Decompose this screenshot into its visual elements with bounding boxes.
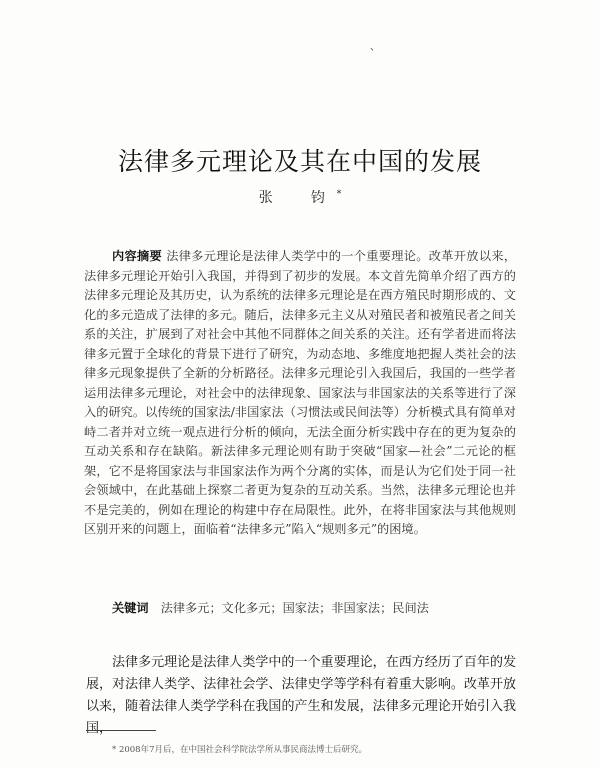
header-mark: 、 — [370, 42, 380, 53]
footnote: * 2008年7月后，在中国社会科学院法学所从事民商法博士后研究。 — [112, 745, 367, 755]
keywords-text: 法律多元；文化多元；国家法；非国家法；民间法 — [160, 601, 429, 615]
footnote-divider — [86, 730, 156, 731]
author-name: 张 钧 — [258, 190, 337, 206]
body-paragraph: 法律多元理论是法律人类学中的一个重要理论，在西方经历了百年的发展，对法律人类学、法律社会学、法律史学等学科有着重大影响。改革开放以来，随着法律人类学学科在我国的产生和发展，法律多元理论开始引入我国， — [86, 655, 516, 736]
article-author — [0, 187, 600, 207]
author-note-marker: * — [336, 189, 342, 200]
article-title: 法律多元理论及其在中国的发展 — [117, 147, 482, 176]
keywords-label: 关键词 — [112, 601, 149, 615]
abstract — [84, 247, 516, 540]
abstract-text: 法律多元理论是法律人类学中的一个重要理论。改革开放以来，法律多元理论开始引入我国，并得到了初步的发展。本文首先简单介绍了西方的法律多元理论及其历史，认为系统的法律多元理论是在西方殖民时期形成的、文化的多元造成了法律的多元。随后，法律多元主义从对殖民者和被殖民者之间关系的关注，扩展到了对社会中其他不同群体之间关系的关注。还有学者进而将法律多元置于全球化的背景下进行了研究，为动态地、多维度地把握人类社会的法律多元现象提供了全新的分析路径。法律多元理论引入我国后，我国的一些学者运用法律多元理论，对社会中的法律现象、国家法与非国家法的关系等进行了深入的研究。以传统的国家法/非国家法（习惯法或民间法等）分析模式具有简单对峙二者并对立统一观点进行分析的倾向，无法全面分析实践中存在的更为复杂的互动关系和存在缺陷。新法律多元理论则有助于突破“国家—社会”二元论的框架，它不是将国家法与非国家法作为两个分离的实体，而是认为它们处于同一社会领域中，在此基础上探察二者更为复杂的互动关系。当然，法律多元理论也并不是完美的，例如在理论的构建中存在局限性。此外，在将非国家法与其他规则区别开来的问题上，面临着“法律多元”陷入“规则多元”的困境。 — [84, 249, 517, 536]
keywords — [112, 599, 522, 616]
abstract-label: 内容摘要 — [112, 249, 163, 263]
